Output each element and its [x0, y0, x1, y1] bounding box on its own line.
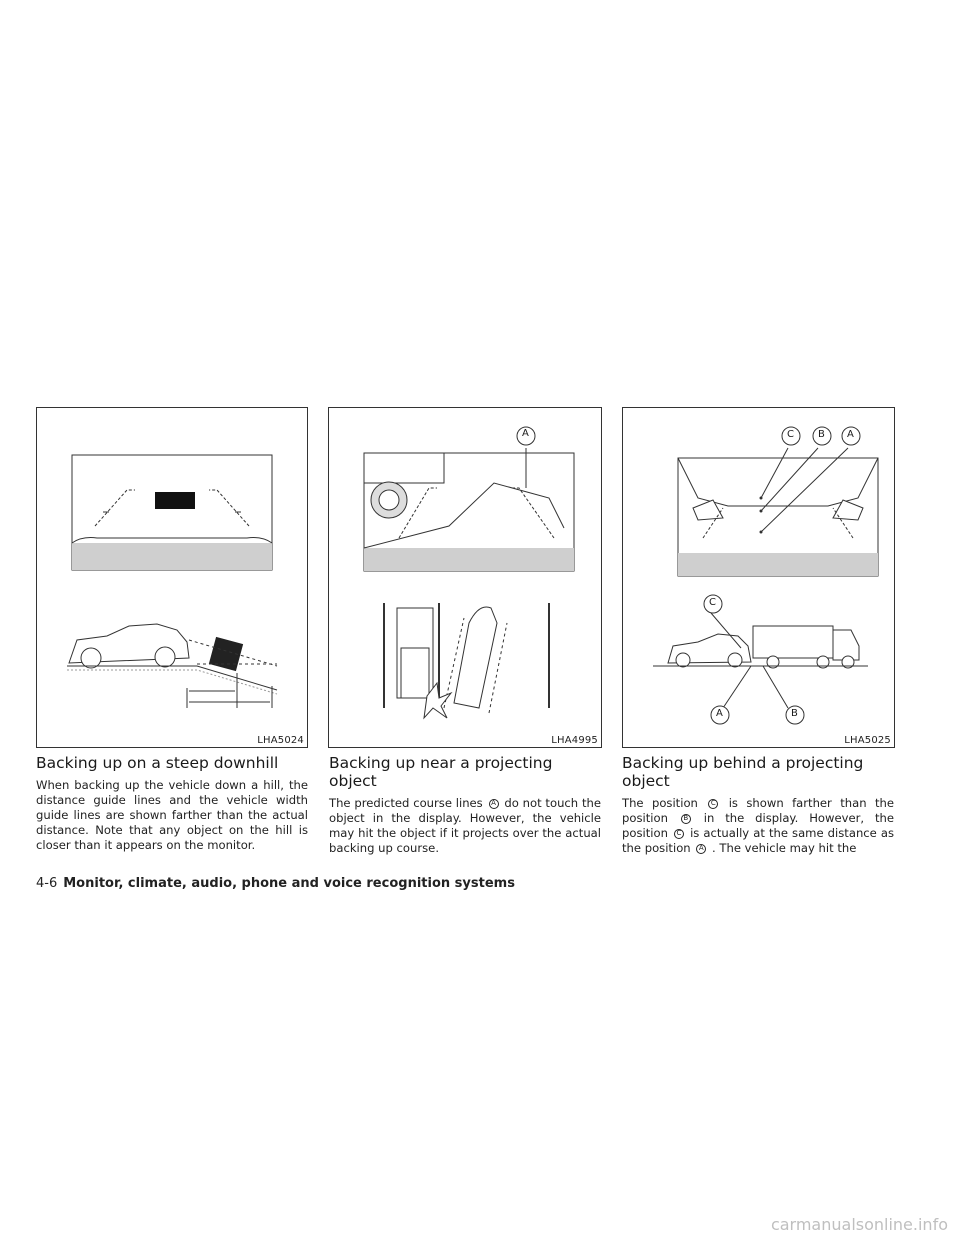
section-projecting: [329, 754, 601, 856]
text-run: The position: [622, 796, 707, 810]
figure-downhill: [36, 407, 308, 748]
text-run: do not touch the object in the display. However, the vehicle may hit the object if it projects over the actual backing up course.: [329, 796, 601, 855]
text-run: is actually at the same distance as the position: [622, 826, 895, 855]
figure-id: LHA4995: [551, 735, 598, 746]
text-run: is shown farther than the position: [622, 796, 894, 825]
callout-markers: [623, 408, 894, 747]
callout-a-top: A: [847, 429, 854, 440]
callout-ref-b: B: [681, 814, 691, 824]
section-body: When backing up the vehicle down a hill, the distance guide lines and the vehicle width guide lines are shown farther than the actual distance. Note that any object on the hill is closer than it appears on the monitor.: [36, 778, 308, 852]
text-run: in the display. However, the position: [622, 811, 895, 840]
text-run: . The vehicle may hit the: [708, 841, 857, 855]
section-body: [622, 796, 894, 856]
callout-ref-a: A: [489, 799, 499, 809]
callout-c-side: C: [709, 597, 716, 608]
callout-a-side: A: [716, 708, 723, 719]
callout-a: A: [522, 428, 529, 439]
text-run: The predicted course lines: [329, 796, 487, 810]
projecting-object-illustration: [329, 408, 601, 747]
downhill-illustration: [37, 408, 307, 747]
chapter-title: Monitor, climate, audio, phone and voice recognition systems: [63, 876, 515, 891]
figure-projecting-object: [328, 407, 602, 748]
section-downhill: [36, 754, 308, 853]
callout-b-side: B: [791, 708, 798, 719]
figure-id: LHA5024: [257, 735, 304, 746]
section-title: Backing up on a steep downhill: [36, 754, 279, 772]
callout-b-top: B: [818, 429, 825, 440]
figure-behind-object: [622, 407, 895, 748]
section-body: [329, 796, 601, 856]
figure-id: LHA5025: [844, 735, 891, 746]
callout-c-top: C: [787, 429, 794, 440]
watermark: carmanualsonline.info: [770, 1215, 948, 1234]
section-title: Backing up near a projecting object: [329, 754, 553, 790]
callout-ref-c: C: [708, 799, 718, 809]
callout-ref-c: C: [674, 829, 684, 839]
section-behind: [622, 754, 894, 856]
page-number: 4-6: [36, 876, 58, 891]
callout-a-marker: [329, 408, 601, 448]
page-footer: [36, 876, 515, 891]
callout-ref-a: A: [696, 844, 706, 854]
section-title: Backing up behind a projecting object: [622, 754, 864, 790]
